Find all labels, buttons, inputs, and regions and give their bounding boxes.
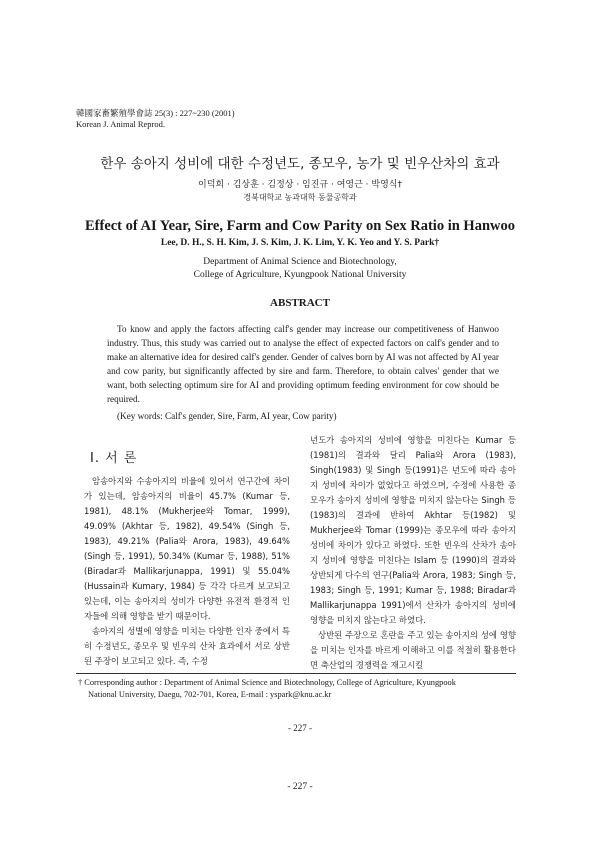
english-authors: Lee, D. H., S. H. Kim, J. S. Kim, J. K. Lim, Y. K. Yeo and Y. S. Park†: [160, 238, 440, 248]
paragraph: 년도가 송아지의 성비에 영향을 미친다는 Kumar 등(1981)의 결과와 달리 Palia와 Arora (1983), Singh(1983) 및 Singh 등(1991)은 년도에 따라 송아지 성비에 차이가 없었다고 하였으며, 수정에 사용한 종모우가 송아지 성비에 영향을 미치지 않는다는 Singh 등(1983)의 결과에 반하여 Akhtar 등(1982) 및 Mukherjee와 Tomar (1999)는 종모우에 따라 송아지 성비에 차이가 있다고 하였다. 또한 빈우의 산차가 송아지 성비에 영향을 미친다는 Islam 등 (1990)의 결과와 상반되게 다수의 연구(Palia와 Arora, 1983; Singh 등, 1983; Singh 등, 1991; Kumar 등, 1988; Biradar과 Mallikarjunappa 1991)에서 산차가 송아지의 성비에 영향을 미치지 않는다고 하였다.: [310, 435, 516, 625]
footnote-divider: [76, 673, 516, 674]
paragraph: 송아지의 성별에 영향을 미치는 다양한 인자 중에서 특히 수정년도, 종모우 및 빈우의 산차 효과에서 서로 상반된 주장이 보고되고 있다. 즉, 수정: [84, 626, 290, 666]
affiliation-line-2: College of Agriculture, Kyungpook National University: [193, 270, 407, 280]
paragraph: 암송아지와 수송아지의 비율에 있어서 연구간에 차이가 있는데, 암송아지의 비율이 45.7% (Kumar 등, 1981), 48.1% (Mukherjee와 Tomar, 1999), 49.09% (Akhtar 등, 1982), 49.54% (Singh 등, 1983), 49.21% (Palia와 Arora, 1983), 49.64% (Singh 등, 1991), 50.34% (Kumar 등, 1988), 51% (Biradar과 Mallikarjunappa, 1991) 및 55.04% (Hussain과 Kumary, 1984) 등 각각 다르게 보고되고 있는데, 이는 송아지의 성비가 다양한 유전적 환경적 인자들에 의해 영향을 받기 때문이다.: [84, 476, 290, 621]
abstract-heading: ABSTRACT: [270, 297, 330, 309]
footnote-line-2: National University, Daegu, 702-701, Korea, E-mail : yspark@knu.ac.kr: [88, 690, 332, 699]
abstract-text: To know and apply the factors affecting calf's gender may increase our competitiveness of Hanwoo industry. Thus, this study was carried out to analyse the effect of expected factors on calf's gender and to make an alternative idea for desired calf's gender. Gender of calves born by AI was not affected by AI year and cow parity, but significantly affected by sire and farm. Therefore, to obtain calves' gender that we want, both selecting optimum sire for AI and providing optimum feeding environment for cow should be required.: [107, 324, 499, 404]
page-number: - 227 -: [288, 723, 312, 733]
abstract-body: [107, 322, 499, 406]
english-title: Effect of AI Year, Sire, Farm and Cow Parity on Sex Ratio in Hanwoo: [84, 218, 515, 234]
journal-line-korean: 韓國家畜繁殖學會誌 25(3) : 227~230 (2001): [76, 108, 235, 118]
right-column: [310, 433, 516, 673]
paragraph: 상반된 주장으로 혼란을 주고 있는 송아지의 성에 영향을 미치는 인자를 바르게 이해하고 이를 적절히 활용한다면 축산업의 경쟁력을 재고시킬: [310, 630, 516, 670]
footnote: [78, 677, 520, 701]
journal-citation: [76, 108, 235, 130]
section-heading-introduction: Ⅰ. 서 론: [90, 451, 138, 466]
page-number-footer: - 227 -: [287, 782, 313, 792]
journal-line-english: Korean J. Animal Reprod.: [76, 119, 165, 129]
korean-authors: 이덕희 · 김상훈 · 김정상 · 임진규 · 여영근 · 박영식†: [198, 180, 402, 190]
affiliation-line-1: Department of Animal Science and Biotechnology,: [203, 257, 397, 267]
keywords: (Key words: Calf's gender, Sire, Farm, AI year, Cow parity): [117, 411, 337, 421]
english-affiliation: [0, 256, 600, 282]
korean-affiliation: 경북대학교 농과대학 동물공학과: [243, 193, 357, 202]
left-column: [84, 474, 290, 669]
footnote-line-1: † Corresponding author : Department of Animal Science and Biotechnology, College of Agriculture, Kyungpook: [78, 678, 456, 687]
korean-title: 한우 송아지 성비에 대한 수정년도, 종모우, 농가 및 빈우산차의 효과: [100, 156, 500, 172]
